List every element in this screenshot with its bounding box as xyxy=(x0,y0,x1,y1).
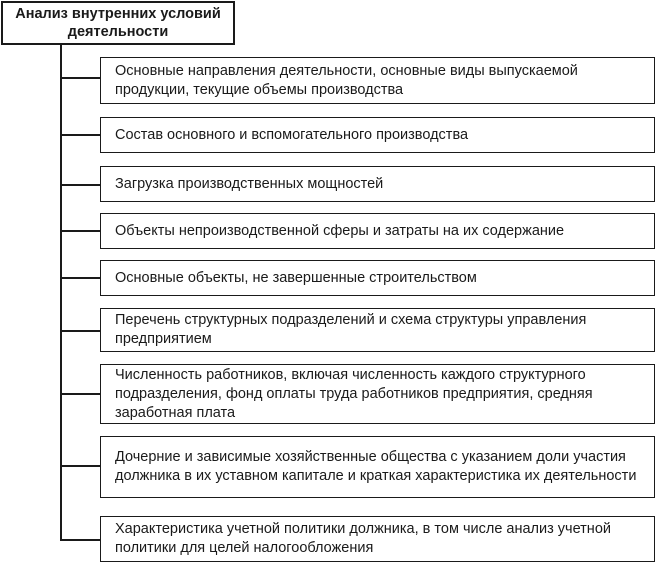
connector-5 xyxy=(60,277,100,279)
item-box-7: Численность работников, включая численность каждого структурного подразделения, фонд оплаты труда работников предприятия, средняя заработная плата xyxy=(100,364,655,424)
item-box-1: Основные направления деятельности, основные виды выпускаемой продукции, текущие объемы производства xyxy=(100,57,655,104)
item-box-3: Загрузка производственных мощностей xyxy=(100,166,655,202)
item-box-9: Характеристика учетной политики должника, в том числе анализ учетной политики для целей налогообложения xyxy=(100,516,655,562)
connector-8 xyxy=(60,465,100,467)
item-box-5: Основные объекты, не завершенные строительством xyxy=(100,260,655,296)
connector-6 xyxy=(60,330,100,332)
connector-9 xyxy=(60,539,100,541)
connector-2 xyxy=(60,134,100,136)
connector-7 xyxy=(60,393,100,395)
connector-4 xyxy=(60,230,100,232)
item-box-6: Перечень структурных подразделений и схема структуры управления предприятием xyxy=(100,308,655,352)
connector-3 xyxy=(60,184,100,186)
item-box-2: Состав основного и вспомогательного производства xyxy=(100,117,655,153)
item-box-8: Дочерние и зависимые хозяйственные общества с указанием доли участия должника в их уставном капитале и краткая характеристика их деятельности xyxy=(100,436,655,498)
item-box-4: Объекты непроизводственной сферы и затраты на их содержание xyxy=(100,213,655,249)
connector-1 xyxy=(60,77,100,79)
root-node: Анализ внутренних условий деятельности xyxy=(1,1,235,45)
